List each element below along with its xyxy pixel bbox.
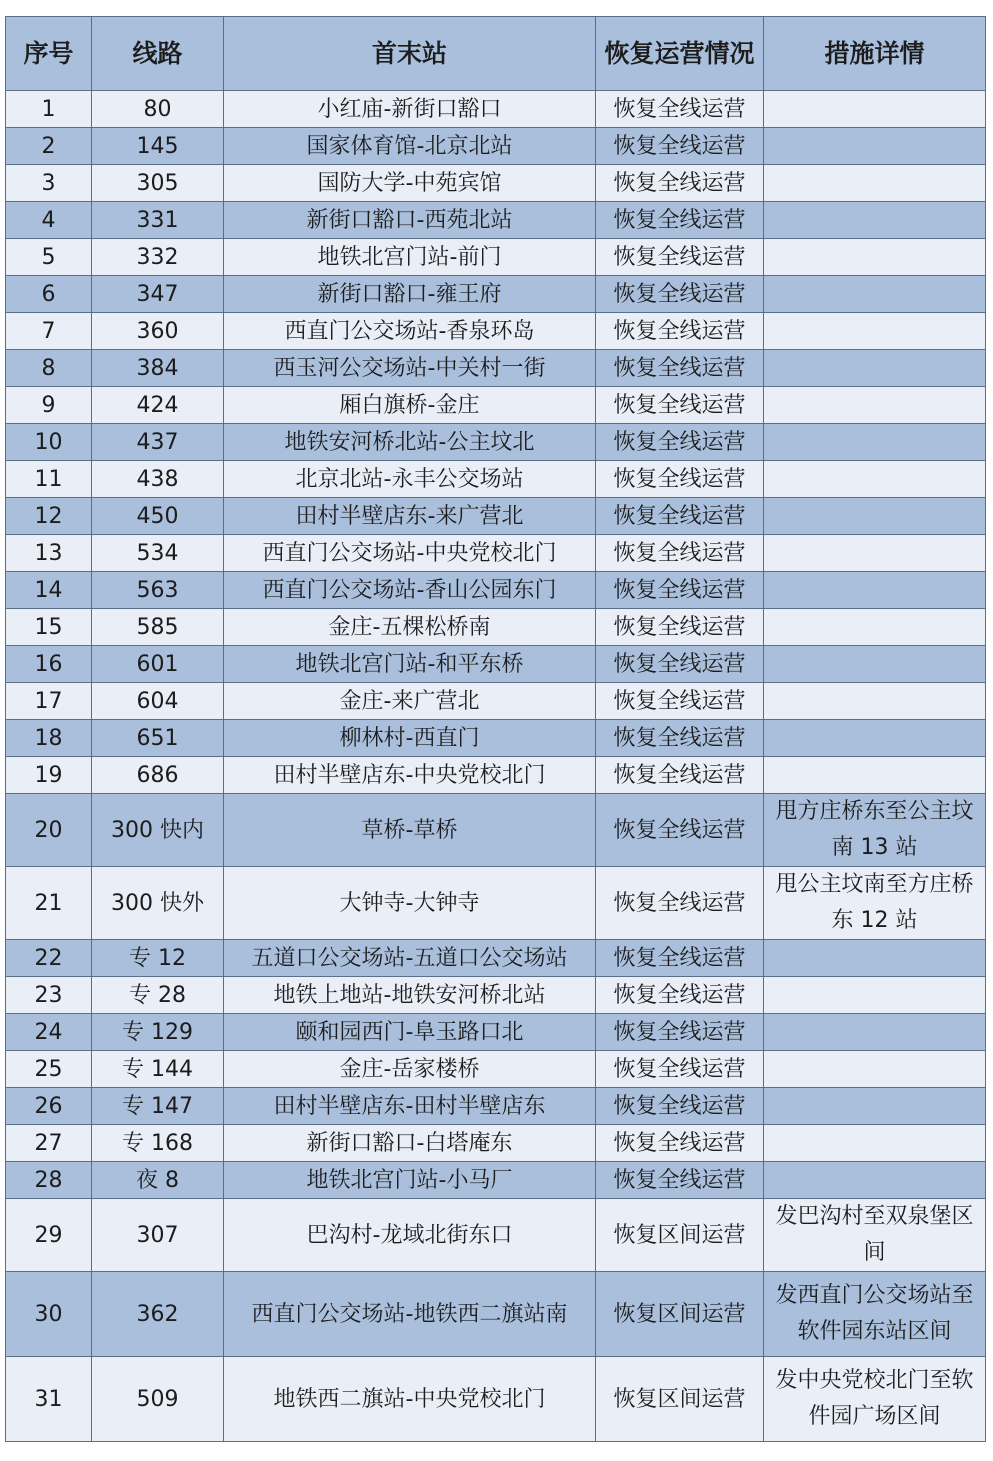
- cell-no: 14: [6, 572, 92, 609]
- cell-detail: [764, 1014, 986, 1051]
- cell-detail: [764, 165, 986, 202]
- cell-no: 8: [6, 350, 92, 387]
- table-row: [6, 977, 986, 1014]
- cell-detail: [764, 609, 986, 646]
- cell-line: 专 147: [92, 1088, 224, 1125]
- cell-line: 332: [92, 239, 224, 276]
- table-row: [6, 202, 986, 239]
- cell-line: 专 129: [92, 1014, 224, 1051]
- table-row: [6, 461, 986, 498]
- table-row: [6, 1088, 986, 1125]
- cell-line: 331: [92, 202, 224, 239]
- cell-detail: [764, 683, 986, 720]
- cell-stations: 地铁北宫门站-和平东桥: [224, 646, 596, 683]
- cell-stations: 地铁西二旗站-中央党校北门: [224, 1357, 596, 1442]
- cell-status: 恢复全线运营: [596, 1088, 764, 1125]
- table-row: [6, 609, 986, 646]
- cell-stations: 金庄-岳家楼桥: [224, 1051, 596, 1088]
- cell-stations: 金庄-五棵松桥南: [224, 609, 596, 646]
- cell-stations: 新街口豁口-西苑北站: [224, 202, 596, 239]
- cell-no: 13: [6, 535, 92, 572]
- cell-stations: 地铁上地站-地铁安河桥北站: [224, 977, 596, 1014]
- cell-line: 438: [92, 461, 224, 498]
- cell-detail: [764, 239, 986, 276]
- cell-status: 恢复全线运营: [596, 609, 764, 646]
- table-row: [6, 276, 986, 313]
- cell-status: 恢复全线运营: [596, 424, 764, 461]
- table-row: [6, 646, 986, 683]
- cell-status: 恢复全线运营: [596, 350, 764, 387]
- cell-stations: 西直门公交场站-香山公园东门: [224, 572, 596, 609]
- cell-detail: [764, 461, 986, 498]
- cell-line: 300 快外: [92, 867, 224, 940]
- cell-stations: 新街口豁口-雍王府: [224, 276, 596, 313]
- cell-line: 686: [92, 757, 224, 794]
- table-row: [6, 313, 986, 350]
- header-status: 恢复运营情况: [596, 17, 764, 91]
- cell-no: 2: [6, 128, 92, 165]
- cell-status: 恢复全线运营: [596, 1125, 764, 1162]
- cell-status: 恢复全线运营: [596, 940, 764, 977]
- cell-stations: 田村半壁店东-中央党校北门: [224, 757, 596, 794]
- bus-recovery-table-wrapper: [5, 16, 985, 1442]
- table-row: [6, 1125, 986, 1162]
- cell-no: 11: [6, 461, 92, 498]
- cell-detail: [764, 128, 986, 165]
- table-row: [6, 165, 986, 202]
- cell-status: 恢复全线运营: [596, 1051, 764, 1088]
- header-line: 线路: [92, 17, 224, 91]
- table-row: [6, 91, 986, 128]
- cell-no: 10: [6, 424, 92, 461]
- cell-status: 恢复全线运营: [596, 387, 764, 424]
- cell-no: 24: [6, 1014, 92, 1051]
- table-row: [6, 350, 986, 387]
- cell-detail: [764, 720, 986, 757]
- cell-detail: 甩公主坟南至方庄桥东 12 站: [764, 867, 986, 940]
- cell-status: 恢复全线运营: [596, 720, 764, 757]
- cell-stations: 西直门公交场站-地铁西二旗站南: [224, 1272, 596, 1357]
- cell-detail: [764, 1088, 986, 1125]
- cell-stations: 柳林村-西直门: [224, 720, 596, 757]
- cell-status: 恢复全线运营: [596, 572, 764, 609]
- cell-status: 恢复全线运营: [596, 757, 764, 794]
- cell-detail: [764, 313, 986, 350]
- cell-detail: [764, 91, 986, 128]
- cell-detail: [764, 387, 986, 424]
- cell-status: 恢复全线运营: [596, 498, 764, 535]
- cell-status: 恢复区间运营: [596, 1272, 764, 1357]
- cell-stations: 颐和园西门-阜玉路口北: [224, 1014, 596, 1051]
- cell-stations: 大钟寺-大钟寺: [224, 867, 596, 940]
- cell-stations: 西直门公交场站-香泉环岛: [224, 313, 596, 350]
- cell-no: 26: [6, 1088, 92, 1125]
- cell-stations: 地铁北宫门站-小马厂: [224, 1162, 596, 1199]
- cell-line: 563: [92, 572, 224, 609]
- cell-status: 恢复全线运营: [596, 239, 764, 276]
- cell-no: 29: [6, 1199, 92, 1272]
- table-row: [6, 940, 986, 977]
- table-header-row: [6, 17, 986, 91]
- table-row: [6, 1199, 986, 1272]
- cell-status: 恢复全线运营: [596, 276, 764, 313]
- cell-status: 恢复全线运营: [596, 128, 764, 165]
- cell-line: 604: [92, 683, 224, 720]
- cell-no: 15: [6, 609, 92, 646]
- cell-stations: 田村半壁店东-来广营北: [224, 498, 596, 535]
- table-body: [6, 91, 986, 1442]
- cell-status: 恢复全线运营: [596, 1014, 764, 1051]
- cell-line: 585: [92, 609, 224, 646]
- table-row: [6, 387, 986, 424]
- cell-detail: [764, 1051, 986, 1088]
- cell-detail: [764, 1162, 986, 1199]
- cell-line: 夜 8: [92, 1162, 224, 1199]
- cell-no: 16: [6, 646, 92, 683]
- cell-no: 27: [6, 1125, 92, 1162]
- table-row: [6, 757, 986, 794]
- cell-detail: 发巴沟村至双泉堡区间: [764, 1199, 986, 1272]
- cell-status: 恢复区间运营: [596, 1357, 764, 1442]
- bus-recovery-table: [5, 16, 986, 1442]
- table-row: [6, 239, 986, 276]
- cell-stations: 厢白旗桥-金庄: [224, 387, 596, 424]
- cell-status: 恢复全线运营: [596, 794, 764, 867]
- cell-line: 450: [92, 498, 224, 535]
- cell-detail: 发中央党校北门至软件园广场区间: [764, 1357, 986, 1442]
- cell-line: 509: [92, 1357, 224, 1442]
- cell-line: 专 168: [92, 1125, 224, 1162]
- cell-status: 恢复区间运营: [596, 1199, 764, 1272]
- cell-line: 347: [92, 276, 224, 313]
- table-row: [6, 1014, 986, 1051]
- cell-stations: 金庄-来广营北: [224, 683, 596, 720]
- cell-no: 5: [6, 239, 92, 276]
- cell-line: 专 144: [92, 1051, 224, 1088]
- cell-line: 424: [92, 387, 224, 424]
- table-row: [6, 1051, 986, 1088]
- cell-detail: [764, 350, 986, 387]
- cell-stations: 新街口豁口-白塔庵东: [224, 1125, 596, 1162]
- cell-status: 恢复全线运营: [596, 165, 764, 202]
- header-detail: 措施详情: [764, 17, 986, 91]
- cell-stations: 田村半壁店东-田村半壁店东: [224, 1088, 596, 1125]
- table-row: [6, 683, 986, 720]
- cell-no: 7: [6, 313, 92, 350]
- cell-line: 307: [92, 1199, 224, 1272]
- table-row: [6, 572, 986, 609]
- cell-stations: 西直门公交场站-中央党校北门: [224, 535, 596, 572]
- cell-status: 恢复全线运营: [596, 1162, 764, 1199]
- cell-no: 23: [6, 977, 92, 1014]
- cell-status: 恢复全线运营: [596, 91, 764, 128]
- cell-line: 300 快内: [92, 794, 224, 867]
- cell-no: 19: [6, 757, 92, 794]
- cell-no: 6: [6, 276, 92, 313]
- cell-no: 21: [6, 867, 92, 940]
- cell-detail: [764, 1125, 986, 1162]
- table-row: [6, 794, 986, 867]
- cell-status: 恢复全线运营: [596, 977, 764, 1014]
- cell-no: 12: [6, 498, 92, 535]
- table-row: [6, 720, 986, 757]
- table-row: [6, 424, 986, 461]
- cell-line: 601: [92, 646, 224, 683]
- cell-no: 9: [6, 387, 92, 424]
- cell-no: 28: [6, 1162, 92, 1199]
- table-row: [6, 1357, 986, 1442]
- cell-line: 384: [92, 350, 224, 387]
- cell-detail: [764, 940, 986, 977]
- cell-status: 恢复全线运营: [596, 646, 764, 683]
- cell-status: 恢复全线运营: [596, 461, 764, 498]
- cell-line: 专 28: [92, 977, 224, 1014]
- table-row: [6, 1162, 986, 1199]
- cell-stations: 小红庙-新街口豁口: [224, 91, 596, 128]
- cell-stations: 国家体育馆-北京北站: [224, 128, 596, 165]
- table-row: [6, 535, 986, 572]
- cell-no: 30: [6, 1272, 92, 1357]
- cell-no: 22: [6, 940, 92, 977]
- cell-line: 145: [92, 128, 224, 165]
- cell-stations: 五道口公交场站-五道口公交场站: [224, 940, 596, 977]
- table-row: [6, 498, 986, 535]
- cell-stations: 地铁北宫门站-前门: [224, 239, 596, 276]
- cell-status: 恢复全线运营: [596, 535, 764, 572]
- cell-stations: 国防大学-中苑宾馆: [224, 165, 596, 202]
- cell-detail: 甩方庄桥东至公主坟南 13 站: [764, 794, 986, 867]
- cell-line: 534: [92, 535, 224, 572]
- cell-detail: 发西直门公交场站至软件园东站区间: [764, 1272, 986, 1357]
- table-row: [6, 867, 986, 940]
- cell-detail: [764, 498, 986, 535]
- header-stations: 首末站: [224, 17, 596, 91]
- cell-stations: 草桥-草桥: [224, 794, 596, 867]
- cell-line: 437: [92, 424, 224, 461]
- cell-line: 360: [92, 313, 224, 350]
- cell-no: 31: [6, 1357, 92, 1442]
- cell-no: 3: [6, 165, 92, 202]
- cell-line: 80: [92, 91, 224, 128]
- cell-stations: 地铁安河桥北站-公主坟北: [224, 424, 596, 461]
- cell-detail: [764, 572, 986, 609]
- cell-line: 651: [92, 720, 224, 757]
- cell-no: 25: [6, 1051, 92, 1088]
- cell-detail: [764, 977, 986, 1014]
- header-no: 序号: [6, 17, 92, 91]
- cell-stations: 巴沟村-龙域北街东口: [224, 1199, 596, 1272]
- cell-status: 恢复全线运营: [596, 313, 764, 350]
- cell-status: 恢复全线运营: [596, 867, 764, 940]
- cell-stations: 西玉河公交场站-中关村一街: [224, 350, 596, 387]
- cell-line: 362: [92, 1272, 224, 1357]
- table-row: [6, 1272, 986, 1357]
- table-row: [6, 128, 986, 165]
- cell-line: 305: [92, 165, 224, 202]
- cell-no: 18: [6, 720, 92, 757]
- cell-detail: [764, 276, 986, 313]
- cell-status: 恢复全线运营: [596, 683, 764, 720]
- cell-detail: [764, 424, 986, 461]
- cell-no: 4: [6, 202, 92, 239]
- cell-detail: [764, 646, 986, 683]
- cell-detail: [764, 535, 986, 572]
- cell-line: 专 12: [92, 940, 224, 977]
- cell-stations: 北京北站-永丰公交场站: [224, 461, 596, 498]
- cell-detail: [764, 202, 986, 239]
- cell-no: 17: [6, 683, 92, 720]
- cell-no: 20: [6, 794, 92, 867]
- cell-detail: [764, 757, 986, 794]
- cell-no: 1: [6, 91, 92, 128]
- cell-status: 恢复全线运营: [596, 202, 764, 239]
